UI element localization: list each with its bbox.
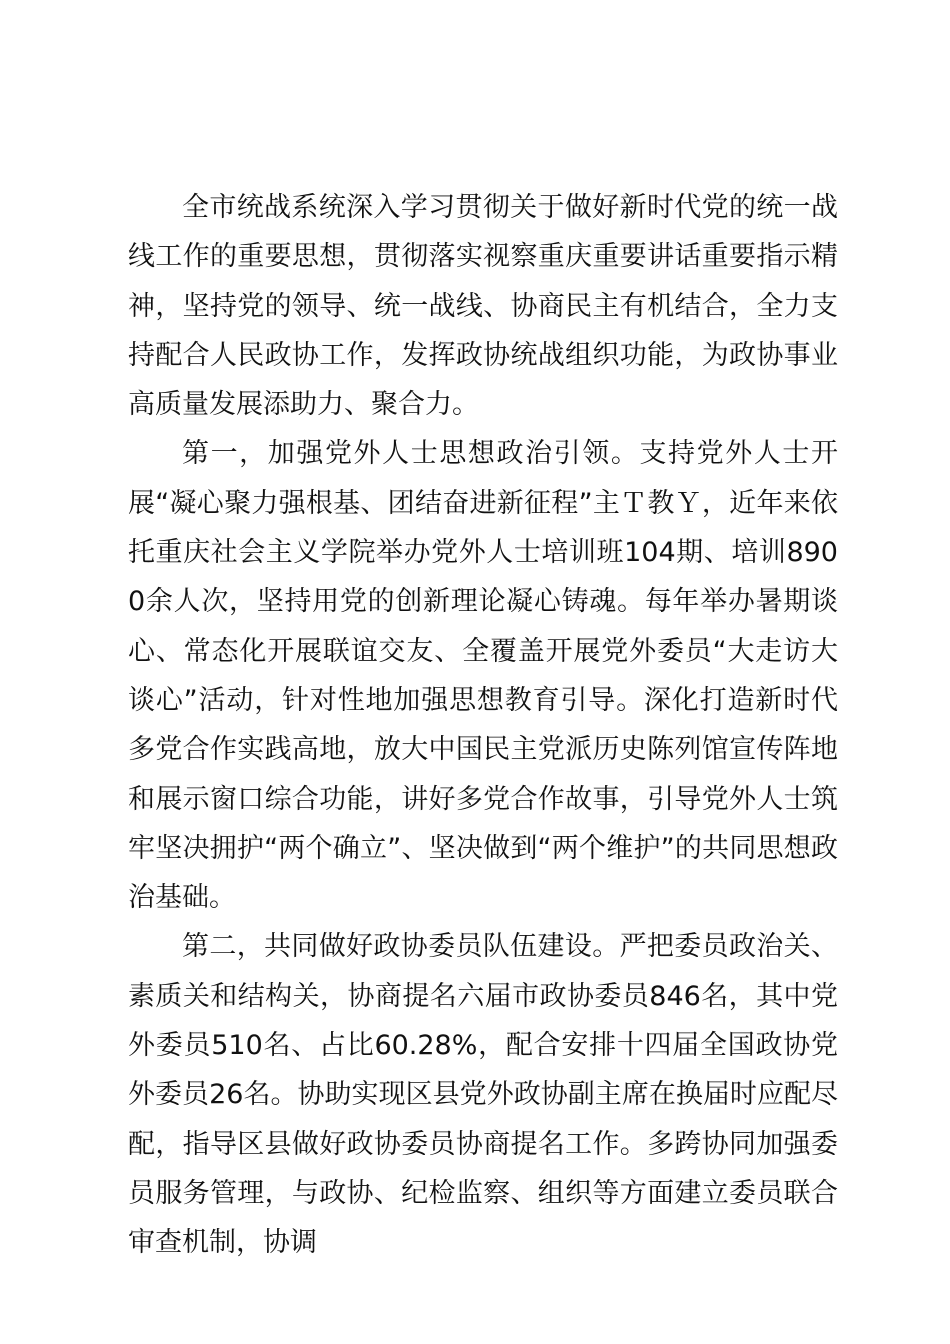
document-body bbox=[128, 183, 838, 1268]
paragraph-second-point: 第二，共同做好政协委员队伍建设。严把委员政治关、素质关和结构关，协商提名六届市政协委员846名，其中党外委员510名、占比60.28%，配合安排十四届全国政协党外委员26名。协助实现区县党外政协副主席在换届时应配尽配，指导区县做好政协委员协商提名工作。多跨协同加强委员服务管理，与政协、纪检监察、组织等方面建立委员联合审查机制，协调 bbox=[128, 931, 838, 1259]
paragraph-first-point: 第一，加强党外人士思想政治引领。支持党外人士开展“凝心聚力强根基、团结奋进新征程”主Ｔ教Ｙ，近年来依托重庆社会主义学院举办党外人士培训班104期、培训8900余人次，坚持用党的创新理论凝心铸魂。每年举办暑期谈心、常态化开展联谊交友、全覆盖开展党外委员“大走访大谈心”活动，针对性地加强思想教育引导。深化打造新时代多党合作实践高地，放大中国民主党派历史陈列馆宣传阵地和展示窗口综合功能，讲好多党合作故事，引导党外人士筑牢坚决拥护“两个确立”、坚决做到“两个维护”的共同思想政治基础。 bbox=[128, 438, 838, 914]
paragraph-intro: 全市统战系统深入学习贯彻关于做好新时代党的统一战线工作的重要思想，贯彻落实视察重庆重要讲话重要指示精神，坚持党的领导、统一战线、协商民主有机结合，全力支持配合人民政协工作，发挥政协统战组织功能，为政协事业高质量发展添助力、聚合力。 bbox=[128, 192, 838, 421]
